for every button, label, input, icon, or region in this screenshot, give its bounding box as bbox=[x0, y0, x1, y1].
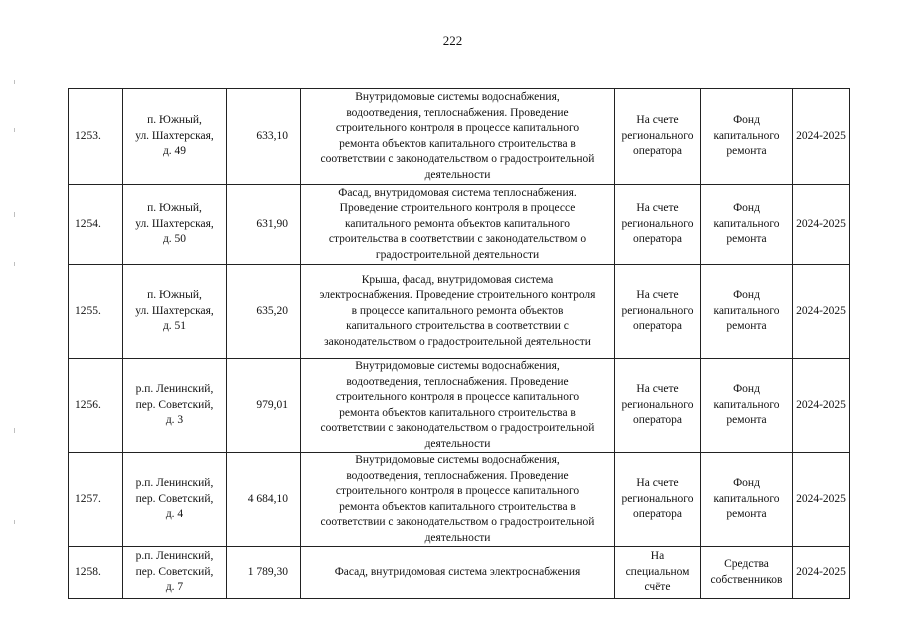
repair-works-table bbox=[68, 88, 850, 599]
cell-address-line: д. 7 bbox=[165, 581, 184, 594]
cell-address-line: п. Южный, bbox=[147, 289, 202, 302]
cell-account bbox=[615, 453, 701, 547]
cell-funding-source bbox=[701, 547, 793, 599]
cell-works bbox=[301, 453, 615, 547]
cell-works-line: Внутридомовые системы водоснабжения, bbox=[355, 454, 560, 466]
cell-funding-source-line: капитального bbox=[713, 398, 780, 411]
cell-works bbox=[301, 89, 615, 185]
cell-works-line: водоотведения, теплоснабжения. Проведение bbox=[346, 469, 569, 482]
cell-account-line: На bbox=[650, 550, 665, 563]
cell-works-line: деятельности bbox=[424, 437, 491, 450]
table-row bbox=[69, 185, 850, 265]
cell-period: 2024-2025 bbox=[793, 547, 850, 599]
cell-works-line: строительства в соответствии с законодательством о bbox=[328, 233, 587, 246]
scan-mark bbox=[14, 428, 15, 433]
cell-account-line: На счете bbox=[636, 114, 679, 127]
cell-account-line: оператора bbox=[632, 320, 683, 333]
cell-account-line: регионального bbox=[621, 492, 694, 505]
cell-funding-source bbox=[701, 89, 793, 185]
cell-works-line: Крыша, фасад, внутридомовая система bbox=[361, 273, 554, 286]
cell-works-line: деятельности bbox=[424, 531, 491, 544]
cell-account-line: специальном bbox=[625, 565, 690, 578]
cell-works bbox=[301, 185, 615, 265]
cell-address bbox=[123, 453, 227, 547]
cell-address-line: д. 49 bbox=[162, 145, 187, 158]
page-number: 222 bbox=[442, 33, 463, 48]
cell-funding-source-line: Фонд bbox=[733, 289, 760, 302]
cell-works-line: ремонта объектов капитального строительства в bbox=[339, 137, 576, 150]
cell-account bbox=[615, 265, 701, 359]
cell-address-line: ул. Шахтерская, bbox=[135, 129, 214, 142]
cell-funding-source bbox=[701, 265, 793, 359]
cell-area: 1 789,30 bbox=[227, 547, 301, 599]
cell-account-line: регионального bbox=[621, 304, 694, 317]
cell-funding-source-line: Фонд bbox=[733, 114, 760, 127]
cell-period: 2024-2025 bbox=[793, 265, 850, 359]
cell-funding-source-line: капитального bbox=[713, 492, 780, 505]
cell-funding-source-line: ремонта bbox=[726, 233, 767, 246]
cell-account-line: счёте bbox=[644, 581, 671, 594]
cell-number: 1255. bbox=[69, 265, 123, 359]
cell-address-line: р.п. Ленинский, bbox=[135, 550, 214, 563]
cell-address bbox=[123, 265, 227, 359]
cell-account bbox=[615, 185, 701, 265]
cell-address-line: пер. Советский, bbox=[135, 565, 214, 578]
cell-works-line: капитального строительства в соответствии с bbox=[346, 320, 569, 333]
cell-works-line: строительного контроля в процессе капитального bbox=[335, 122, 580, 134]
cell-works-line: Фасад, внутридомовая система электроснабжения bbox=[334, 565, 581, 578]
table-row bbox=[69, 547, 850, 599]
cell-number: 1254. bbox=[69, 185, 123, 265]
cell-account-line: регионального bbox=[621, 217, 694, 230]
cell-account-line: регионального bbox=[621, 129, 694, 142]
cell-address bbox=[123, 89, 227, 185]
cell-works-line: соответствии с законодательством о градостроительной bbox=[320, 422, 595, 434]
cell-address-line: д. 51 bbox=[162, 320, 187, 333]
cell-funding-source bbox=[701, 359, 793, 453]
cell-address-line: р.п. Ленинский, bbox=[135, 383, 214, 396]
cell-works-line: Внутридомовые системы водоснабжения, bbox=[355, 91, 560, 103]
cell-account-line: оператора bbox=[632, 508, 683, 521]
cell-funding-source-line: ремонта bbox=[726, 508, 767, 521]
cell-account-line: оператора bbox=[632, 145, 683, 158]
cell-works-line: строительного контроля в процессе капитального bbox=[335, 391, 580, 403]
cell-works-line: электроснабжения. Проведение строительного контроля bbox=[319, 289, 596, 302]
cell-address-line: д. 4 bbox=[165, 508, 184, 521]
cell-funding-source-line: ремонта bbox=[726, 414, 767, 427]
cell-address bbox=[123, 547, 227, 599]
cell-funding-source-line: Средства bbox=[724, 558, 769, 570]
cell-address-line: пер. Советский, bbox=[135, 398, 214, 411]
cell-address-line: р.п. Ленинский, bbox=[135, 477, 214, 490]
cell-number: 1257. bbox=[69, 453, 123, 547]
scan-mark bbox=[14, 262, 15, 266]
cell-account-line: На счете bbox=[636, 202, 679, 215]
scan-mark bbox=[14, 212, 15, 217]
cell-works-line: деятельности bbox=[424, 168, 491, 181]
scan-mark bbox=[14, 128, 15, 132]
cell-account-line: На счете bbox=[636, 477, 679, 490]
cell-address-line: д. 3 bbox=[165, 414, 184, 427]
table-row bbox=[69, 265, 850, 359]
cell-works-line: водоотведения, теплоснабжения. Проведение bbox=[346, 375, 569, 388]
cell-works-line: ремонта объектов капитального строительства в bbox=[339, 500, 576, 513]
cell-period: 2024-2025 bbox=[793, 453, 850, 547]
cell-period: 2024-2025 bbox=[793, 359, 850, 453]
cell-funding-source-line: капитального bbox=[713, 217, 780, 230]
cell-works-line: соответствии с законодательством о градостроительной bbox=[320, 153, 595, 165]
cell-number: 1256. bbox=[69, 359, 123, 453]
cell-works-line: Внутридомовые системы водоснабжения, bbox=[355, 360, 560, 372]
cell-funding-source-line: собственников bbox=[710, 573, 783, 586]
cell-account-line: На счете bbox=[636, 383, 679, 396]
cell-area: 633,10 bbox=[227, 89, 301, 185]
cell-funding-source-line: Фонд bbox=[733, 383, 760, 396]
cell-works-line: строительного контроля в процессе капитального bbox=[335, 485, 580, 497]
scan-mark bbox=[14, 80, 15, 84]
cell-funding-source bbox=[701, 453, 793, 547]
cell-account-line: оператора bbox=[632, 233, 683, 246]
cell-area: 635,20 bbox=[227, 265, 301, 359]
cell-works-line: Проведение строительного контроля в процессе bbox=[339, 202, 576, 215]
cell-number: 1253. bbox=[69, 89, 123, 185]
cell-address-line: д. 50 bbox=[162, 233, 187, 246]
cell-account bbox=[615, 547, 701, 599]
table-row bbox=[69, 453, 850, 547]
cell-works-line: капитального ремонта объектов капитального bbox=[344, 217, 570, 230]
scan-mark bbox=[14, 520, 15, 524]
cell-funding-source-line: ремонта bbox=[726, 320, 767, 333]
cell-account bbox=[615, 89, 701, 185]
cell-works-line: Фасад, внутридомовая система теплоснабжения. bbox=[338, 186, 577, 199]
cell-address-line: ул. Шахтерская, bbox=[135, 217, 214, 230]
cell-account-line: регионального bbox=[621, 398, 694, 411]
cell-funding-source-line: Фонд bbox=[733, 202, 760, 215]
cell-address-line: п. Южный, bbox=[147, 114, 202, 127]
cell-funding-source-line: Фонд bbox=[733, 477, 760, 490]
cell-period: 2024-2025 bbox=[793, 89, 850, 185]
cell-account bbox=[615, 359, 701, 453]
cell-period: 2024-2025 bbox=[793, 185, 850, 265]
cell-address-line: пер. Советский, bbox=[135, 492, 214, 505]
cell-account-line: оператора bbox=[632, 414, 683, 427]
cell-works-line: градостроительной деятельности bbox=[375, 248, 540, 261]
cell-area: 979,01 bbox=[227, 359, 301, 453]
cell-works-line: ремонта объектов капитального строительства в bbox=[339, 406, 576, 419]
cell-works-line: законодательством о градостроительной деятельности bbox=[324, 335, 591, 348]
cell-address-line: п. Южный, bbox=[147, 202, 202, 215]
cell-works-line: соответствии с законодательством о градостроительной bbox=[320, 516, 595, 528]
cell-area: 631,90 bbox=[227, 185, 301, 265]
cell-funding-source-line: капитального bbox=[713, 304, 780, 317]
cell-funding-source-line: капитального bbox=[713, 129, 780, 142]
cell-funding-source-line: ремонта bbox=[726, 145, 767, 158]
cell-address-line: ул. Шахтерская, bbox=[135, 304, 214, 317]
cell-number: 1258. bbox=[69, 547, 123, 599]
cell-works bbox=[301, 265, 615, 359]
cell-works bbox=[301, 547, 615, 599]
cell-address bbox=[123, 185, 227, 265]
cell-address bbox=[123, 359, 227, 453]
cell-area: 4 684,10 bbox=[227, 453, 301, 547]
cell-account-line: На счете bbox=[636, 289, 679, 302]
table-row bbox=[69, 359, 850, 453]
cell-works-line: в процессе капитального ремонта объектов bbox=[351, 304, 564, 317]
cell-works bbox=[301, 359, 615, 453]
cell-funding-source bbox=[701, 185, 793, 265]
table-row bbox=[69, 89, 850, 185]
table-body bbox=[69, 89, 850, 599]
cell-works-line: водоотведения, теплоснабжения. Проведение bbox=[346, 106, 569, 119]
